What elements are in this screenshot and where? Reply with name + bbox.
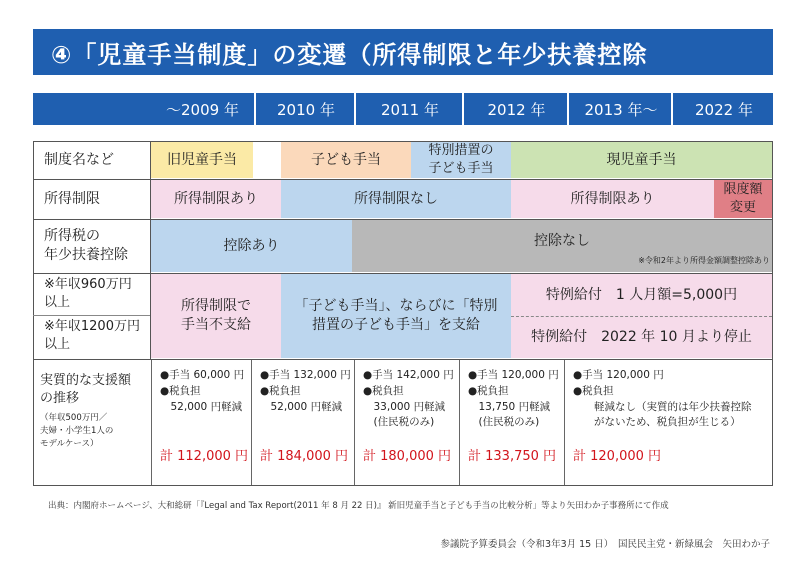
support-total: 計 133,750 円: [468, 449, 557, 464]
support-total: 計 120,000 円: [573, 449, 662, 464]
row-divider: [33, 179, 773, 180]
support-total: 計 112,000 円: [160, 449, 249, 464]
deduction-note: ※令和2年より所得金額調整控除あり: [638, 256, 770, 265]
limit-changed: 限度額 変更: [714, 180, 772, 218]
support-total: 計 184,000 円: [260, 449, 349, 464]
support-block: [251, 360, 354, 485]
year-col-5: 2013 年～: [567, 93, 673, 125]
deduction-none: 控除なし: [352, 220, 772, 272]
income-limit-yes-1: 所得制限あり: [151, 180, 281, 218]
row-label-income-limit: 所得制限: [44, 190, 100, 207]
support-total: 計 180,000 円: [363, 449, 452, 464]
row-divider: [33, 315, 151, 316]
row-divider: [33, 219, 773, 220]
support-block: [459, 360, 564, 485]
year-col-6: 2022 年: [671, 93, 775, 125]
source-note: 出典：内閣府ホームページ、大和総研「『Legal and Tax Report(2011 年 8 月 22 日)』 新旧児童手当と子ども手当の比較分析」等より矢田わか子事務所にて作成: [48, 501, 669, 511]
row-label-income-1200: ※年収1200万円 以上: [44, 319, 140, 352]
support-sublabel: （年収500万円／ 夫婦・小学生1人の モデルケース）: [40, 413, 114, 450]
high-income-allowance-paid: 「子ども手当」、ならびに「特別 措置の子ども手当」を支給: [281, 274, 511, 358]
support-lines: ●手当 60,000 円 ●税負担 52,000 円軽減: [160, 369, 245, 413]
support-block: [354, 360, 459, 485]
support-lines: ●手当 142,000 円 ●税負担 33,000 円軽減 (住民税のみ): [363, 369, 454, 429]
year-col-3: 2011 年: [354, 93, 464, 125]
special-kodomo-allowance: 特別措置の 子ども手当: [411, 142, 511, 178]
page-title: ④「児童手当制度」の変遷（所得制限と年少扶養控除: [33, 29, 773, 75]
current-child-allowance: 現児童手当: [511, 142, 772, 178]
support-lines: ●手当 120,000 円 ●税負担 13,750 円軽減 (住民税のみ): [468, 369, 559, 429]
footer-credit: 参議院予算委員会（令和3年3月 15 日） 国民民主党・新緑風会 矢田わか子: [440, 539, 770, 550]
support-lines: ●手当 132,000 円 ●税負担 52,000 円軽減: [260, 369, 351, 413]
support-block: [151, 360, 251, 485]
year-col-4: 2012 年: [462, 93, 569, 125]
support-block: [564, 360, 772, 485]
support-label: 実質的な支援額 の推移: [40, 373, 132, 406]
year-col-1: ～2009 年: [166, 100, 239, 119]
kodomo-allowance: 子ども手当: [281, 142, 411, 178]
deduction-yes: 控除あり: [151, 220, 352, 272]
row-label-income-960: ※年収960万円 以上: [44, 277, 132, 310]
old-child-allowance: 旧児童手当: [151, 142, 253, 178]
high-income-no-allowance: 所得制限で 手当不支給: [151, 274, 281, 358]
row-label-name: 制度名など: [44, 151, 114, 168]
row-divider: [33, 273, 773, 274]
special-benefit-960: 特例給付 1 人月額=5,000円: [511, 274, 772, 316]
row-label-deduction: 所得税の 年少扶養控除: [44, 228, 128, 263]
column-divider: [150, 141, 151, 360]
year-col-2: 2010 年: [254, 93, 356, 125]
income-limit-none: 所得制限なし: [281, 180, 511, 218]
support-lines: ●手当 120,000 円 ●税負担 軽減なし（実質的は年少扶養控除 がないため、税負担が生じる）: [573, 369, 752, 429]
income-limit-yes-2: 所得制限あり: [511, 180, 714, 218]
row-divider: [33, 359, 773, 360]
special-benefit-1200: 特例給付 2022 年 10 月より停止: [511, 316, 772, 358]
year-header: [33, 93, 773, 125]
